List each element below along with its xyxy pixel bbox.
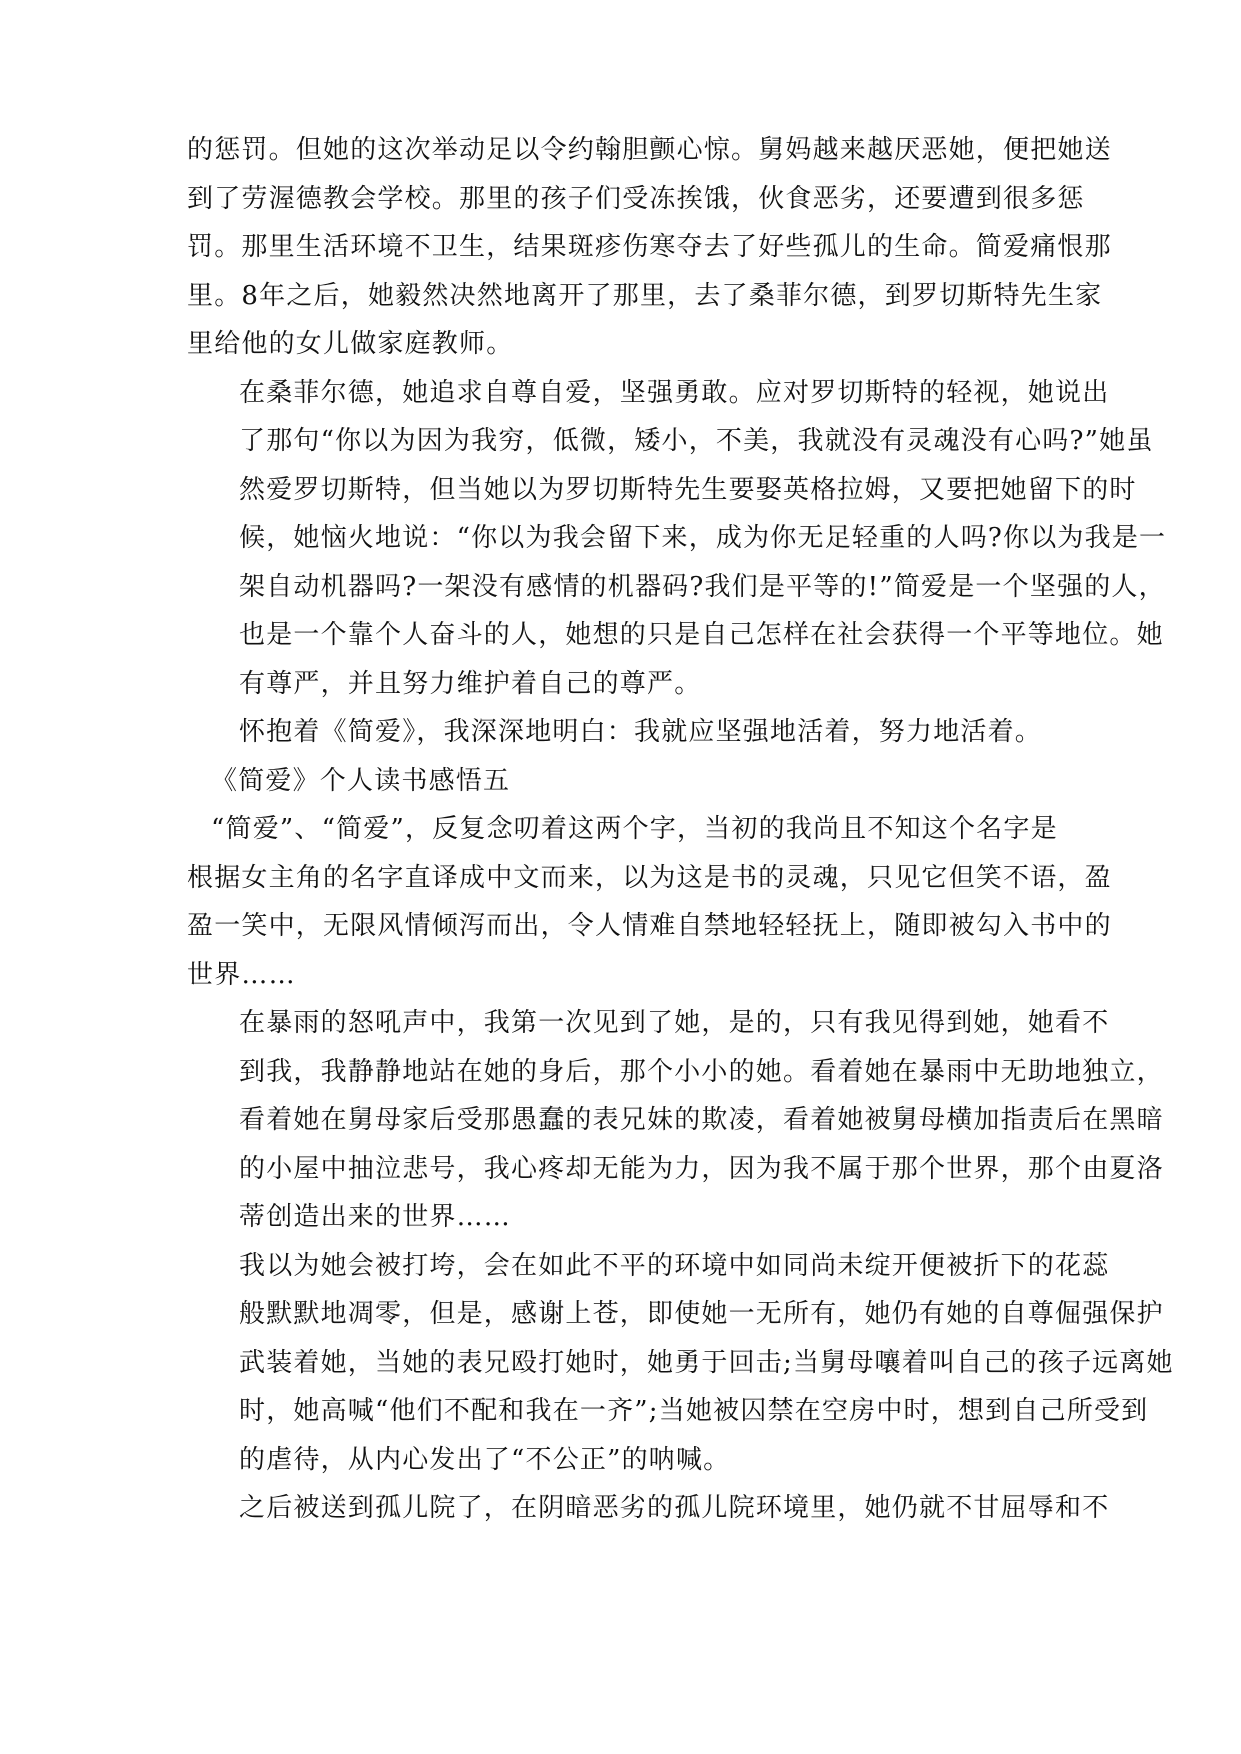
paragraph [187,999,1164,1242]
text-line: 蒂创造出来的世界…… [239,1202,512,1232]
text-line: 的小屋中抽泣悲号，我心疼却无能为力，因为我不属于那个世界，那个由夏洛 [239,1153,1164,1184]
paragraph [187,126,1112,369]
text-line: 的惩罚。但她的这次举动足以令约翰胆颤心惊。舅妈越来越厌恶她，便把她送 [187,135,1112,165]
text-line: 到我，我静静地站在她的身后，那个小小的她。看着她在暴雨中无助地独立， [239,1056,1164,1087]
text-line: 般默默地凋零，但是，感谢上苍，即使她一无所有，她仍有她的自尊倔强保护 [239,1299,1164,1329]
text-line: 的虐待，从内心发出了“不公正”的呐喊。 [239,1444,731,1475]
text-line: 也是一个靠个人奋斗的人，她想的只是自己怎样在社会获得一个平等地位。她 [239,620,1164,650]
paragraph [187,805,1058,854]
text-line: “简爱”、“简爱”，反复念叨着这两个字，当初的我尚且不知这个名字是 [211,814,1058,844]
text-line: 在暴雨的怒吼声中，我第一次见到了她，是的，只有我见得到她，她看不 [239,1008,1110,1038]
text-line: 《简爱》个人读书感悟五 [211,765,511,796]
text-line: 了那句“你以为因为我穷，低微，矮小，不美，我就没有灵魂没有心吗?”她虽 [239,426,1154,456]
section-heading [187,757,1055,806]
text-line: 罚。那里生活环境不卫生，结果斑疹伤寒夺去了好些孤儿的生命。简爱痛恨那 [187,232,1112,262]
text-line: 之后被送到孤儿院了，在阴暗恶劣的孤儿院环境里，她仍就不甘屈辱和不 [239,1493,1110,1523]
text-line: 里给他的女儿做家庭教师。 [187,329,514,359]
text-line: 世界…… [187,959,296,990]
text-line: 看着她在舅母家后受那愚蠢的表兄妹的欺凌，看着她被舅母横加指责后在黑暗 [239,1105,1164,1135]
text-line: 武装着她，当她的表兄殴打她时，她勇于回击;当舅母嚷着叫自己的孩子远离她 [239,1347,1174,1378]
text-line: 候，她恼火地说：“你以为我会留下来，成为你无足轻重的人吗?你以为我是一 [239,523,1167,553]
text-line: 在桑菲尔德，她追求自尊自爱，坚强勇敢。应对罗切斯特的轻视，她说出 [239,377,1110,408]
text-line: 到了劳渥德教会学校。那里的孩子们受冻挨饿，伙食恶劣，还要遭到很多惩 [187,183,1085,214]
paragraph [187,369,1167,709]
paragraph-continuation [187,854,1112,1000]
text-line: 怀抱着《简爱》，我深深地明白：我就应坚强地活着，努力地活着。 [239,717,1043,747]
text-line: 架自动机器吗?一架没有感情的机器码?我们是平等的!”简爱是一个坚强的人， [239,571,1166,602]
text-line: 有尊严，并且努力维护着自己的尊严。 [239,668,702,699]
paragraph [187,1242,1174,1485]
text-line: 里。8年之后，她毅然决然地离开了那里，去了桑菲尔德，到罗切斯特先生家 [187,280,1103,311]
text-line: 时，她高喊“他们不配和我在一齐”;当她被囚禁在空房中时，想到自己所受到 [239,1396,1149,1426]
text-line: 我以为她会被打垮，会在如此不平的环境中如同尚未绽开便被折下的花蕊 [239,1250,1110,1281]
text-line: 根据女主角的名字直译成中文而来，以为这是书的灵魂，只见它但笑不语，盈 [187,862,1112,893]
paragraph [187,708,1055,757]
paragraph [187,1484,1110,1533]
text-line: 盈一笑中，无限风情倾泻而出，令人情难自禁地轻轻抚上，随即被勾入书中的 [187,911,1112,941]
body-text [187,126,1174,1533]
text-line: 然爱罗切斯特，但当她以为罗切斯特先生要娶英格拉姆，又要把她留下的时 [239,474,1137,505]
